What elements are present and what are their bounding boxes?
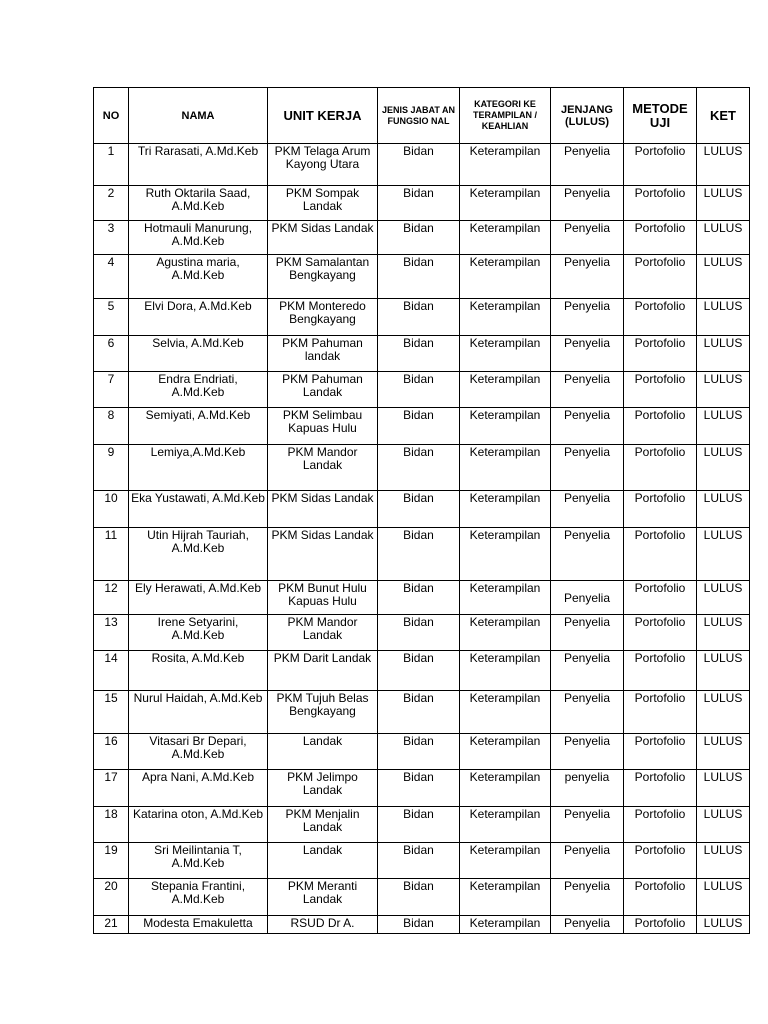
cell-metode: Portofolio (624, 336, 697, 372)
cell-jenis: Bidan (378, 691, 460, 734)
cell-nama: Agustina maria, A.Md.Keb (129, 255, 268, 299)
cell-metode: Portofolio (624, 691, 697, 734)
cell-metode: Portofolio (624, 734, 697, 770)
table-row (94, 807, 750, 843)
cell-ket: LULUS (697, 843, 750, 879)
cell-ket: LULUS (697, 807, 750, 843)
header-row (94, 88, 750, 144)
cell-jenjang: Penyelia (551, 734, 624, 770)
cell-metode: Portofolio (624, 491, 697, 528)
cell-metode: Portofolio (624, 408, 697, 445)
cell-ket: LULUS (697, 581, 750, 615)
cell-nama: Apra Nani, A.Md.Keb (129, 770, 268, 807)
cell-unit: PKM Tujuh Belas Bengkayang (268, 691, 378, 734)
cell-ket: LULUS (697, 186, 750, 221)
cell-nama: Selvia, A.Md.Keb (129, 336, 268, 372)
cell-no: 5 (94, 299, 129, 336)
cell-kategori: Keterampilan (460, 255, 551, 299)
header-jenjang: JENJANG (LULUS) (551, 88, 624, 144)
cell-nama: Tri Rarasati, A.Md.Keb (129, 144, 268, 186)
cell-metode: Portofolio (624, 144, 697, 186)
cell-jenis: Bidan (378, 336, 460, 372)
cell-jenjang: Penyelia (551, 336, 624, 372)
cell-metode: Portofolio (624, 581, 697, 615)
cell-kategori: Keterampilan (460, 221, 551, 255)
cell-jenjang: Penyelia (551, 916, 624, 934)
cell-unit: PKM Monteredo Bengkayang (268, 299, 378, 336)
cell-kategori: Keterampilan (460, 528, 551, 581)
cell-metode: Portofolio (624, 916, 697, 934)
cell-jenjang: Penyelia (551, 255, 624, 299)
cell-jenis: Bidan (378, 408, 460, 445)
cell-jenjang: Penyelia (551, 581, 624, 615)
cell-unit: PKM Bunut Hulu Kapuas Hulu (268, 581, 378, 615)
cell-kategori: Keterampilan (460, 734, 551, 770)
header-no: NO (94, 88, 129, 144)
cell-jenis: Bidan (378, 807, 460, 843)
cell-ket: LULUS (697, 445, 750, 491)
cell-jenis: Bidan (378, 615, 460, 651)
table-row (94, 445, 750, 491)
cell-kategori: Keterampilan (460, 879, 551, 916)
table-row (94, 691, 750, 734)
cell-unit: PKM Meranti Landak (268, 879, 378, 916)
cell-jenis: Bidan (378, 144, 460, 186)
cell-jenjang: Penyelia (551, 651, 624, 691)
table-body (94, 144, 750, 934)
table-row (94, 186, 750, 221)
cell-unit: PKM Darit Landak (268, 651, 378, 691)
header-jenis-jabatan: JENIS JABAT AN FUNGSIO NAL (378, 88, 460, 144)
cell-nama: Modesta Emakuletta (129, 916, 268, 934)
cell-nama: Endra Endriati, A.Md.Keb (129, 372, 268, 408)
cell-no: 19 (94, 843, 129, 879)
cell-jenjang: Penyelia (551, 299, 624, 336)
graduates-table (93, 87, 750, 934)
table-row (94, 651, 750, 691)
table-row (94, 299, 750, 336)
cell-nama: Rosita, A.Md.Keb (129, 651, 268, 691)
cell-kategori: Keterampilan (460, 916, 551, 934)
cell-ket: LULUS (697, 528, 750, 581)
cell-no: 14 (94, 651, 129, 691)
cell-no: 13 (94, 615, 129, 651)
cell-no: 21 (94, 916, 129, 934)
cell-jenis: Bidan (378, 445, 460, 491)
cell-jenjang: Penyelia (551, 445, 624, 491)
cell-jenjang: Penyelia (551, 691, 624, 734)
cell-no: 7 (94, 372, 129, 408)
cell-ket: LULUS (697, 615, 750, 651)
cell-nama: Ruth Oktarila Saad, A.Md.Keb (129, 186, 268, 221)
cell-nama: Semiyati, A.Md.Keb (129, 408, 268, 445)
table-row (94, 879, 750, 916)
cell-jenis: Bidan (378, 581, 460, 615)
header-kategori: KATEGORI KE TERAMPILAN / KEAHLIAN (460, 88, 551, 144)
cell-kategori: Keterampilan (460, 186, 551, 221)
table-row (94, 221, 750, 255)
cell-nama: Katarina oton, A.Md.Keb (129, 807, 268, 843)
cell-ket: LULUS (697, 144, 750, 186)
cell-ket: LULUS (697, 255, 750, 299)
cell-no: 4 (94, 255, 129, 299)
cell-no: 1 (94, 144, 129, 186)
cell-jenis: Bidan (378, 916, 460, 934)
cell-unit: Landak (268, 734, 378, 770)
cell-metode: Portofolio (624, 299, 697, 336)
cell-jenis: Bidan (378, 299, 460, 336)
cell-jenis: Bidan (378, 843, 460, 879)
cell-unit: PKM Menjalin Landak (268, 807, 378, 843)
cell-kategori: Keterampilan (460, 491, 551, 528)
cell-unit: PKM Mandor Landak (268, 615, 378, 651)
cell-ket: LULUS (697, 770, 750, 807)
cell-ket: LULUS (697, 916, 750, 934)
cell-no: 18 (94, 807, 129, 843)
cell-no: 17 (94, 770, 129, 807)
table-row (94, 770, 750, 807)
cell-ket: LULUS (697, 879, 750, 916)
table-row (94, 408, 750, 445)
cell-jenjang: Penyelia (551, 528, 624, 581)
table-row (94, 144, 750, 186)
cell-unit: PKM Selimbau Kapuas Hulu (268, 408, 378, 445)
cell-nama: Irene Setyarini, A.Md.Keb (129, 615, 268, 651)
cell-jenis: Bidan (378, 255, 460, 299)
cell-nama: Lemiya,A.Md.Keb (129, 445, 268, 491)
cell-kategori: Keterampilan (460, 144, 551, 186)
cell-jenjang: Penyelia (551, 408, 624, 445)
cell-jenjang: Penyelia (551, 843, 624, 879)
cell-unit: RSUD Dr A. (268, 916, 378, 934)
cell-jenis: Bidan (378, 734, 460, 770)
cell-metode: Portofolio (624, 221, 697, 255)
cell-kategori: Keterampilan (460, 581, 551, 615)
cell-ket: LULUS (697, 691, 750, 734)
cell-kategori: Keterampilan (460, 299, 551, 336)
cell-ket: LULUS (697, 408, 750, 445)
cell-jenis: Bidan (378, 372, 460, 408)
cell-ket: LULUS (697, 372, 750, 408)
header-nama: NAMA (129, 88, 268, 144)
table-row (94, 372, 750, 408)
cell-kategori: Keterampilan (460, 807, 551, 843)
cell-jenjang: Penyelia (551, 186, 624, 221)
table-row (94, 491, 750, 528)
cell-metode: Portofolio (624, 807, 697, 843)
table-row (94, 581, 750, 615)
cell-jenis: Bidan (378, 528, 460, 581)
table-row (94, 336, 750, 372)
cell-metode: Portofolio (624, 615, 697, 651)
cell-no: 11 (94, 528, 129, 581)
cell-jenis: Bidan (378, 491, 460, 528)
cell-ket: LULUS (697, 491, 750, 528)
table-row (94, 528, 750, 581)
cell-kategori: Keterampilan (460, 445, 551, 491)
table-row (94, 615, 750, 651)
header-unit-kerja: UNIT KERJA (268, 88, 378, 144)
cell-jenis: Bidan (378, 186, 460, 221)
cell-jenjang: Penyelia (551, 807, 624, 843)
cell-unit: PKM Telaga Arum Kayong Utara (268, 144, 378, 186)
cell-ket: LULUS (697, 336, 750, 372)
cell-nama: Vitasari Br Depari, A.Md.Keb (129, 734, 268, 770)
cell-no: 9 (94, 445, 129, 491)
cell-jenis: Bidan (378, 651, 460, 691)
cell-kategori: Keterampilan (460, 336, 551, 372)
cell-unit: PKM Pahuman landak (268, 336, 378, 372)
table-row (94, 255, 750, 299)
cell-metode: Portofolio (624, 528, 697, 581)
cell-nama: Sri Meilintania T, A.Md.Keb (129, 843, 268, 879)
cell-metode: Portofolio (624, 445, 697, 491)
cell-no: 6 (94, 336, 129, 372)
cell-metode: Portofolio (624, 255, 697, 299)
cell-no: 10 (94, 491, 129, 528)
cell-nama: Hotmauli Manurung, A.Md.Keb (129, 221, 268, 255)
cell-no: 15 (94, 691, 129, 734)
cell-nama: Stepania Frantini, A.Md.Keb (129, 879, 268, 916)
cell-unit: PKM Samalantan Bengkayang (268, 255, 378, 299)
cell-ket: LULUS (697, 299, 750, 336)
cell-unit: PKM Sompak Landak (268, 186, 378, 221)
cell-kategori: Keterampilan (460, 843, 551, 879)
cell-kategori: Keterampilan (460, 651, 551, 691)
cell-nama: Eka Yustawati, A.Md.Keb (129, 491, 268, 528)
cell-jenis: Bidan (378, 770, 460, 807)
cell-kategori: Keterampilan (460, 372, 551, 408)
cell-no: 12 (94, 581, 129, 615)
cell-jenjang: Penyelia (551, 491, 624, 528)
cell-metode: Portofolio (624, 770, 697, 807)
header-ket: KET (697, 88, 750, 144)
cell-nama: Elvi Dora, A.Md.Keb (129, 299, 268, 336)
cell-no: 16 (94, 734, 129, 770)
cell-no: 3 (94, 221, 129, 255)
cell-jenis: Bidan (378, 221, 460, 255)
cell-metode: Portofolio (624, 651, 697, 691)
table-row (94, 843, 750, 879)
cell-ket: LULUS (697, 221, 750, 255)
cell-jenjang: Penyelia (551, 144, 624, 186)
cell-ket: LULUS (697, 734, 750, 770)
cell-ket: LULUS (697, 651, 750, 691)
cell-kategori: Keterampilan (460, 770, 551, 807)
cell-nama: Nurul Haidah, A.Md.Keb (129, 691, 268, 734)
cell-unit: Landak (268, 843, 378, 879)
cell-nama: Ely Herawati, A.Md.Keb (129, 581, 268, 615)
cell-no: 20 (94, 879, 129, 916)
cell-kategori: Keterampilan (460, 615, 551, 651)
cell-unit: PKM Sidas Landak (268, 491, 378, 528)
cell-no: 2 (94, 186, 129, 221)
cell-metode: Portofolio (624, 186, 697, 221)
header-metode-uji: METODE UJI (624, 88, 697, 144)
cell-metode: Portofolio (624, 843, 697, 879)
cell-metode: Portofolio (624, 879, 697, 916)
cell-metode: Portofolio (624, 372, 697, 408)
table-row (94, 734, 750, 770)
cell-jenjang: Penyelia (551, 615, 624, 651)
table-row (94, 916, 750, 934)
document-page (93, 87, 749, 934)
cell-unit: PKM Sidas Landak (268, 221, 378, 255)
cell-jenjang: Penyelia (551, 221, 624, 255)
cell-no: 8 (94, 408, 129, 445)
cell-unit: PKM Sidas Landak (268, 528, 378, 581)
cell-jenis: Bidan (378, 879, 460, 916)
cell-unit: PKM Pahuman Landak (268, 372, 378, 408)
cell-unit: PKM Jelimpo Landak (268, 770, 378, 807)
cell-jenjang: Penyelia (551, 879, 624, 916)
cell-unit: PKM Mandor Landak (268, 445, 378, 491)
cell-kategori: Keterampilan (460, 408, 551, 445)
cell-jenjang: penyelia (551, 770, 624, 807)
cell-kategori: Keterampilan (460, 691, 551, 734)
cell-nama: Utin Hijrah Tauriah, A.Md.Keb (129, 528, 268, 581)
cell-jenjang: Penyelia (551, 372, 624, 408)
